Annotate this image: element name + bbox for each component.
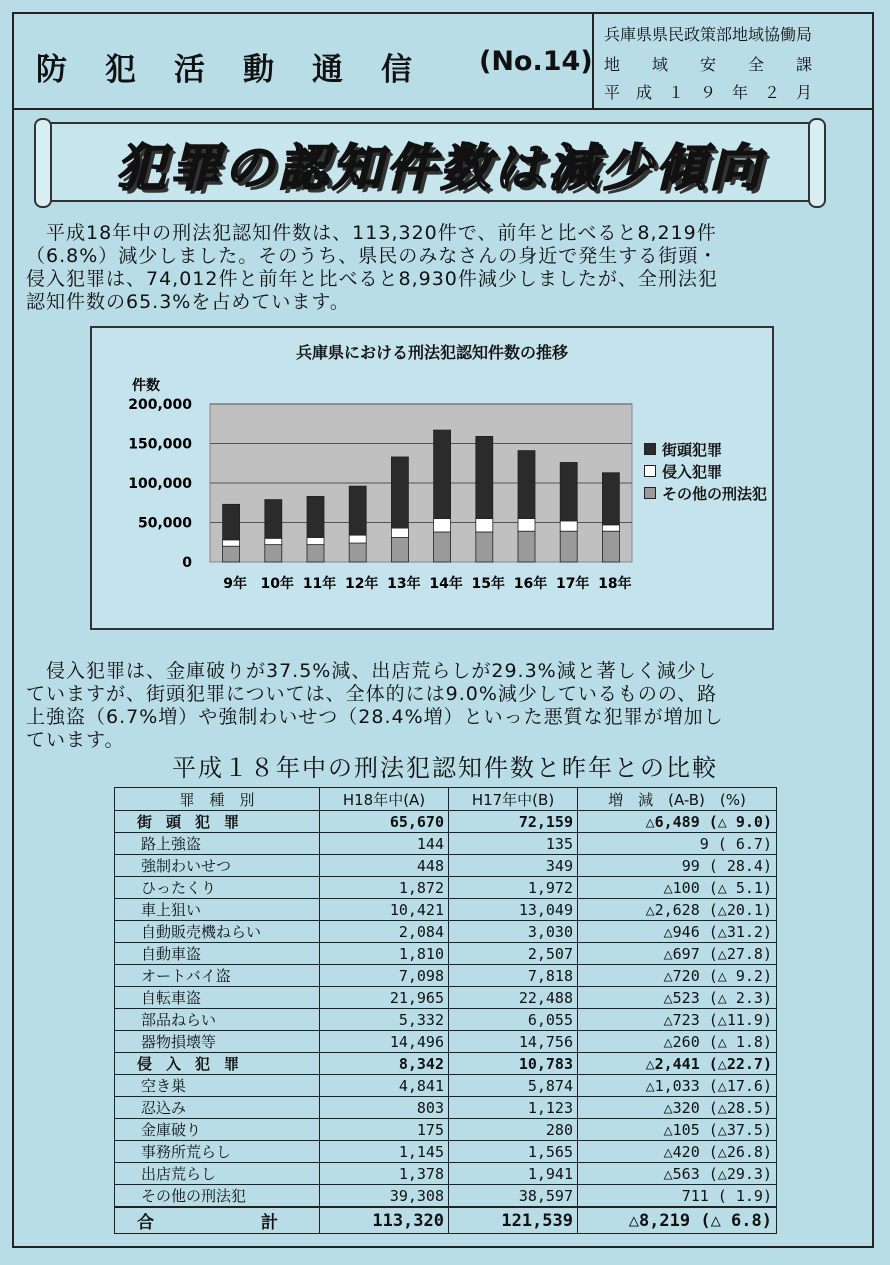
h17-count-cell: 5,874 (449, 1075, 578, 1097)
h18-count-cell: 21,965 (320, 987, 449, 1009)
column-header: H18年中(A) (320, 788, 449, 811)
y-tick-label: 100,000 (128, 476, 192, 492)
h18-count-cell: 5,332 (320, 1009, 449, 1031)
table-row (115, 921, 777, 943)
change-cell: △105 (△37.5) (578, 1119, 777, 1141)
crime-type-cell: 自動販売機ねらい (115, 921, 320, 943)
change-cell: △6,489 (△ 9.0) (578, 811, 777, 833)
h17-count-cell: 7,818 (449, 965, 578, 987)
bar-segment (434, 532, 451, 562)
crime-type-cell: 強制わいせつ (115, 855, 320, 877)
banner-roll-left (34, 118, 52, 208)
table-row (115, 1053, 777, 1075)
y-tick-label: 0 (182, 555, 192, 571)
change-cell: △523 (△ 2.3) (578, 987, 777, 1009)
intro-line: 平成18年中の刑法犯認知件数は、113,320件で、前年と比べると8,219件 (26, 222, 717, 244)
h18-count-cell: 8,342 (320, 1053, 449, 1075)
bar-segment (518, 519, 535, 532)
change-cell: △8,219 (△ 6.8) (578, 1207, 777, 1234)
table-row (115, 1185, 777, 1208)
table-row (115, 1075, 777, 1097)
bar-segment (476, 436, 493, 518)
change-cell: △697 (△27.8) (578, 943, 777, 965)
bar-segment (223, 540, 240, 546)
crime-type-cell: その他の刑法犯 (115, 1185, 320, 1208)
h18-count-cell: 1,145 (320, 1141, 449, 1163)
legend-swatch (644, 487, 656, 499)
table-body (115, 811, 777, 1234)
table-row (115, 1163, 777, 1185)
analysis-line: 上強盗（6.7%増）や強制わいせつ（28.4%増）といった悪質な犯罪が増加し (26, 706, 724, 728)
column-header: 増 減 (A-B) (%) (578, 788, 777, 811)
table-row (115, 1097, 777, 1119)
table-row (115, 965, 777, 987)
h17-count-cell: 10,783 (449, 1053, 578, 1075)
intro-line: （6.8%）減少しました。そのうち、県民のみなさんの身近で発生する街頭・ (26, 245, 719, 267)
table-row (115, 1141, 777, 1163)
x-tick-label: 14年 (429, 576, 463, 592)
change-cell: 9 ( 6.7) (578, 833, 777, 855)
x-tick-label: 13年 (387, 576, 421, 592)
crime-type-cell: 器物損壊等 (115, 1031, 320, 1053)
y-axis-label: 件数 (132, 378, 160, 394)
bar-segment (391, 538, 408, 562)
bar-segment (265, 500, 282, 539)
intro-line: 侵入犯罪は、74,012件と前年と比べると8,930件減少しましたが、全刑法犯 (26, 268, 718, 290)
h17-count-cell: 1,565 (449, 1141, 578, 1163)
banner-roll-right (808, 118, 826, 208)
bar-segment (265, 538, 282, 544)
crime-comparison-table (114, 787, 777, 1234)
h17-count-cell: 1,941 (449, 1163, 578, 1185)
h17-count-cell: 13,049 (449, 899, 578, 921)
bar-segment (602, 531, 619, 562)
x-tick-label: 12年 (344, 576, 379, 592)
date-line: 平 成 １ ９ 年 ２ 月 (604, 83, 813, 102)
bar-segment (602, 525, 619, 531)
h18-count-cell: 448 (320, 855, 449, 877)
legend-item-street (644, 438, 767, 460)
analysis-paragraph (26, 660, 724, 752)
y-tick-label: 200,000 (128, 397, 192, 413)
x-tick-label: 11年 (302, 576, 337, 592)
h18-count-cell: 39,308 (320, 1185, 449, 1208)
bar-segment (349, 543, 366, 562)
h18-count-cell: 65,670 (320, 811, 449, 833)
table-title: 平成１８年中の刑法犯認知件数と昨年との比較 (172, 754, 718, 782)
x-tick-label: 17年 (555, 576, 590, 592)
intro-line: 認知件数の65.3%を占めています。 (26, 291, 350, 313)
bar-segment (560, 521, 577, 531)
table-header-row (115, 788, 777, 811)
crime-type-cell: 部品ねらい (115, 1009, 320, 1031)
h17-count-cell: 1,972 (449, 877, 578, 899)
analysis-line: ています。 (26, 729, 125, 751)
change-cell: △320 (△28.5) (578, 1097, 777, 1119)
h17-count-cell: 38,597 (449, 1185, 578, 1208)
crime-type-cell: 金庫破り (115, 1119, 320, 1141)
bar-segment (349, 535, 366, 543)
change-cell: △946 (△31.2) (578, 921, 777, 943)
change-cell: △2,441 (△22.7) (578, 1053, 777, 1075)
change-cell: △720 (△ 9.2) (578, 965, 777, 987)
bar-segment (434, 430, 451, 518)
crime-type-cell: 路上強盗 (115, 833, 320, 855)
crime-type-cell: 街頭犯罪 (115, 811, 320, 833)
h17-count-cell: 6,055 (449, 1009, 578, 1031)
analysis-line: ていますが、街頭犯罪については、全体的には9.0%減少しているものの、路 (26, 683, 718, 705)
crime-type-cell: ひったくり (115, 877, 320, 899)
h18-count-cell: 113,320 (320, 1207, 449, 1234)
header (14, 14, 872, 110)
legend-swatch (644, 443, 656, 455)
bar-segment (307, 538, 324, 545)
table-row (115, 1119, 777, 1141)
y-tick-label: 150,000 (128, 436, 192, 453)
h17-count-cell: 2,507 (449, 943, 578, 965)
table-row (115, 855, 777, 877)
bar-segment (265, 545, 282, 562)
headline-text: 犯罪の認知件数は減少傾向 (116, 139, 764, 197)
x-tick-label: 9年 (223, 576, 247, 592)
bar-segment (518, 451, 535, 519)
h17-count-cell: 3,030 (449, 921, 578, 943)
crime-type-cell: オートバイ盗 (115, 965, 320, 987)
h18-count-cell: 10,421 (320, 899, 449, 921)
y-tick-label: 50,000 (137, 515, 192, 532)
crime-type-cell: 車上狙い (115, 899, 320, 921)
change-cell: △723 (△11.9) (578, 1009, 777, 1031)
h18-count-cell: 4,841 (320, 1075, 449, 1097)
bar-segment (391, 528, 408, 537)
bar-segment (307, 545, 324, 562)
h17-count-cell: 135 (449, 833, 578, 855)
bar-segment (560, 462, 577, 520)
chart-legend (644, 438, 767, 504)
table-row (115, 833, 777, 855)
change-cell: 711 ( 1.9) (578, 1185, 777, 1208)
table-row (115, 1031, 777, 1053)
bar-segment (223, 504, 240, 540)
crime-type-cell: 事務所荒らし (115, 1141, 320, 1163)
column-header: 罪 種 別 (115, 788, 320, 811)
h18-count-cell: 144 (320, 833, 449, 855)
crime-type-cell: 自動車盗 (115, 943, 320, 965)
x-tick-label: 10年 (260, 576, 295, 592)
x-tick-label: 18年 (598, 576, 632, 592)
x-tick-label: 15年 (471, 576, 506, 592)
change-cell: △1,033 (△17.6) (578, 1075, 777, 1097)
crime-type-cell: 侵入犯罪 (115, 1053, 320, 1075)
bar-segment (476, 532, 493, 562)
bar-segment (518, 531, 535, 562)
h18-count-cell: 1,810 (320, 943, 449, 965)
intro-paragraph (26, 222, 718, 314)
table-row (115, 943, 777, 965)
h18-count-cell: 2,084 (320, 921, 449, 943)
h17-count-cell: 1,123 (449, 1097, 578, 1119)
section-line: 地 域 安 全 課 (604, 55, 813, 74)
h18-count-cell: 7,098 (320, 965, 449, 987)
chart-title: 兵庫県における刑法犯認知件数の推移 (295, 343, 568, 362)
publisher-box (592, 14, 874, 108)
h18-count-cell: 803 (320, 1097, 449, 1119)
bar-segment (391, 457, 408, 528)
change-cell: △100 (△ 5.1) (578, 877, 777, 899)
bar-segment (602, 473, 619, 525)
change-cell: △2,628 (△20.1) (578, 899, 777, 921)
legend-item-intrusion (644, 460, 767, 482)
newsletter-title: 防犯活動通信 (36, 52, 450, 88)
legend-swatch (644, 465, 656, 477)
change-cell: 99 ( 28.4) (578, 855, 777, 877)
table-row (115, 987, 777, 1009)
bar-segment (349, 486, 366, 535)
crime-type-cell: 合 計 (115, 1207, 320, 1234)
change-cell: △420 (△26.8) (578, 1141, 777, 1163)
crime-type-cell: 出店荒らし (115, 1163, 320, 1185)
table-row (115, 1009, 777, 1031)
h17-count-cell: 280 (449, 1119, 578, 1141)
bar-segment (223, 546, 240, 562)
crime-trend-chart (90, 326, 774, 630)
department-line: 兵庫県県民政策部地域協働局 (604, 25, 813, 44)
table-row (115, 1207, 777, 1234)
legend-label: その他の刑法犯 (662, 484, 768, 503)
h17-count-cell: 72,159 (449, 811, 578, 833)
crime-type-cell: 忍込み (115, 1097, 320, 1119)
x-tick-label: 16年 (513, 576, 548, 592)
change-cell: △260 (△ 1.8) (578, 1031, 777, 1053)
bar-segment (560, 531, 577, 562)
table-row (115, 899, 777, 921)
table-row (115, 877, 777, 899)
h17-count-cell: 14,756 (449, 1031, 578, 1053)
crime-type-cell: 自転車盗 (115, 987, 320, 1009)
change-cell: △563 (△29.3) (578, 1163, 777, 1185)
crime-type-cell: 空き巣 (115, 1075, 320, 1097)
table-row (115, 811, 777, 833)
analysis-line: 侵入犯罪は、金庫破りが37.5%減、出店荒らしが29.3%減と著しく減少し (26, 660, 717, 682)
bar-segment (476, 519, 493, 532)
h18-count-cell: 1,872 (320, 877, 449, 899)
h18-count-cell: 175 (320, 1119, 449, 1141)
legend-item-other (644, 482, 767, 504)
h17-count-cell: 349 (449, 855, 578, 877)
bar-segment (434, 519, 451, 532)
legend-label: 侵入犯罪 (662, 462, 723, 481)
h17-count-cell: 121,539 (449, 1207, 578, 1234)
h17-count-cell: 22,488 (449, 987, 578, 1009)
h18-count-cell: 14,496 (320, 1031, 449, 1053)
issue-number: (No.14) (479, 46, 593, 77)
column-header: H17年中(B) (449, 788, 578, 811)
h18-count-cell: 1,378 (320, 1163, 449, 1185)
headline-banner (40, 118, 820, 200)
legend-label: 街頭犯罪 (662, 440, 723, 459)
bar-segment (307, 496, 324, 537)
